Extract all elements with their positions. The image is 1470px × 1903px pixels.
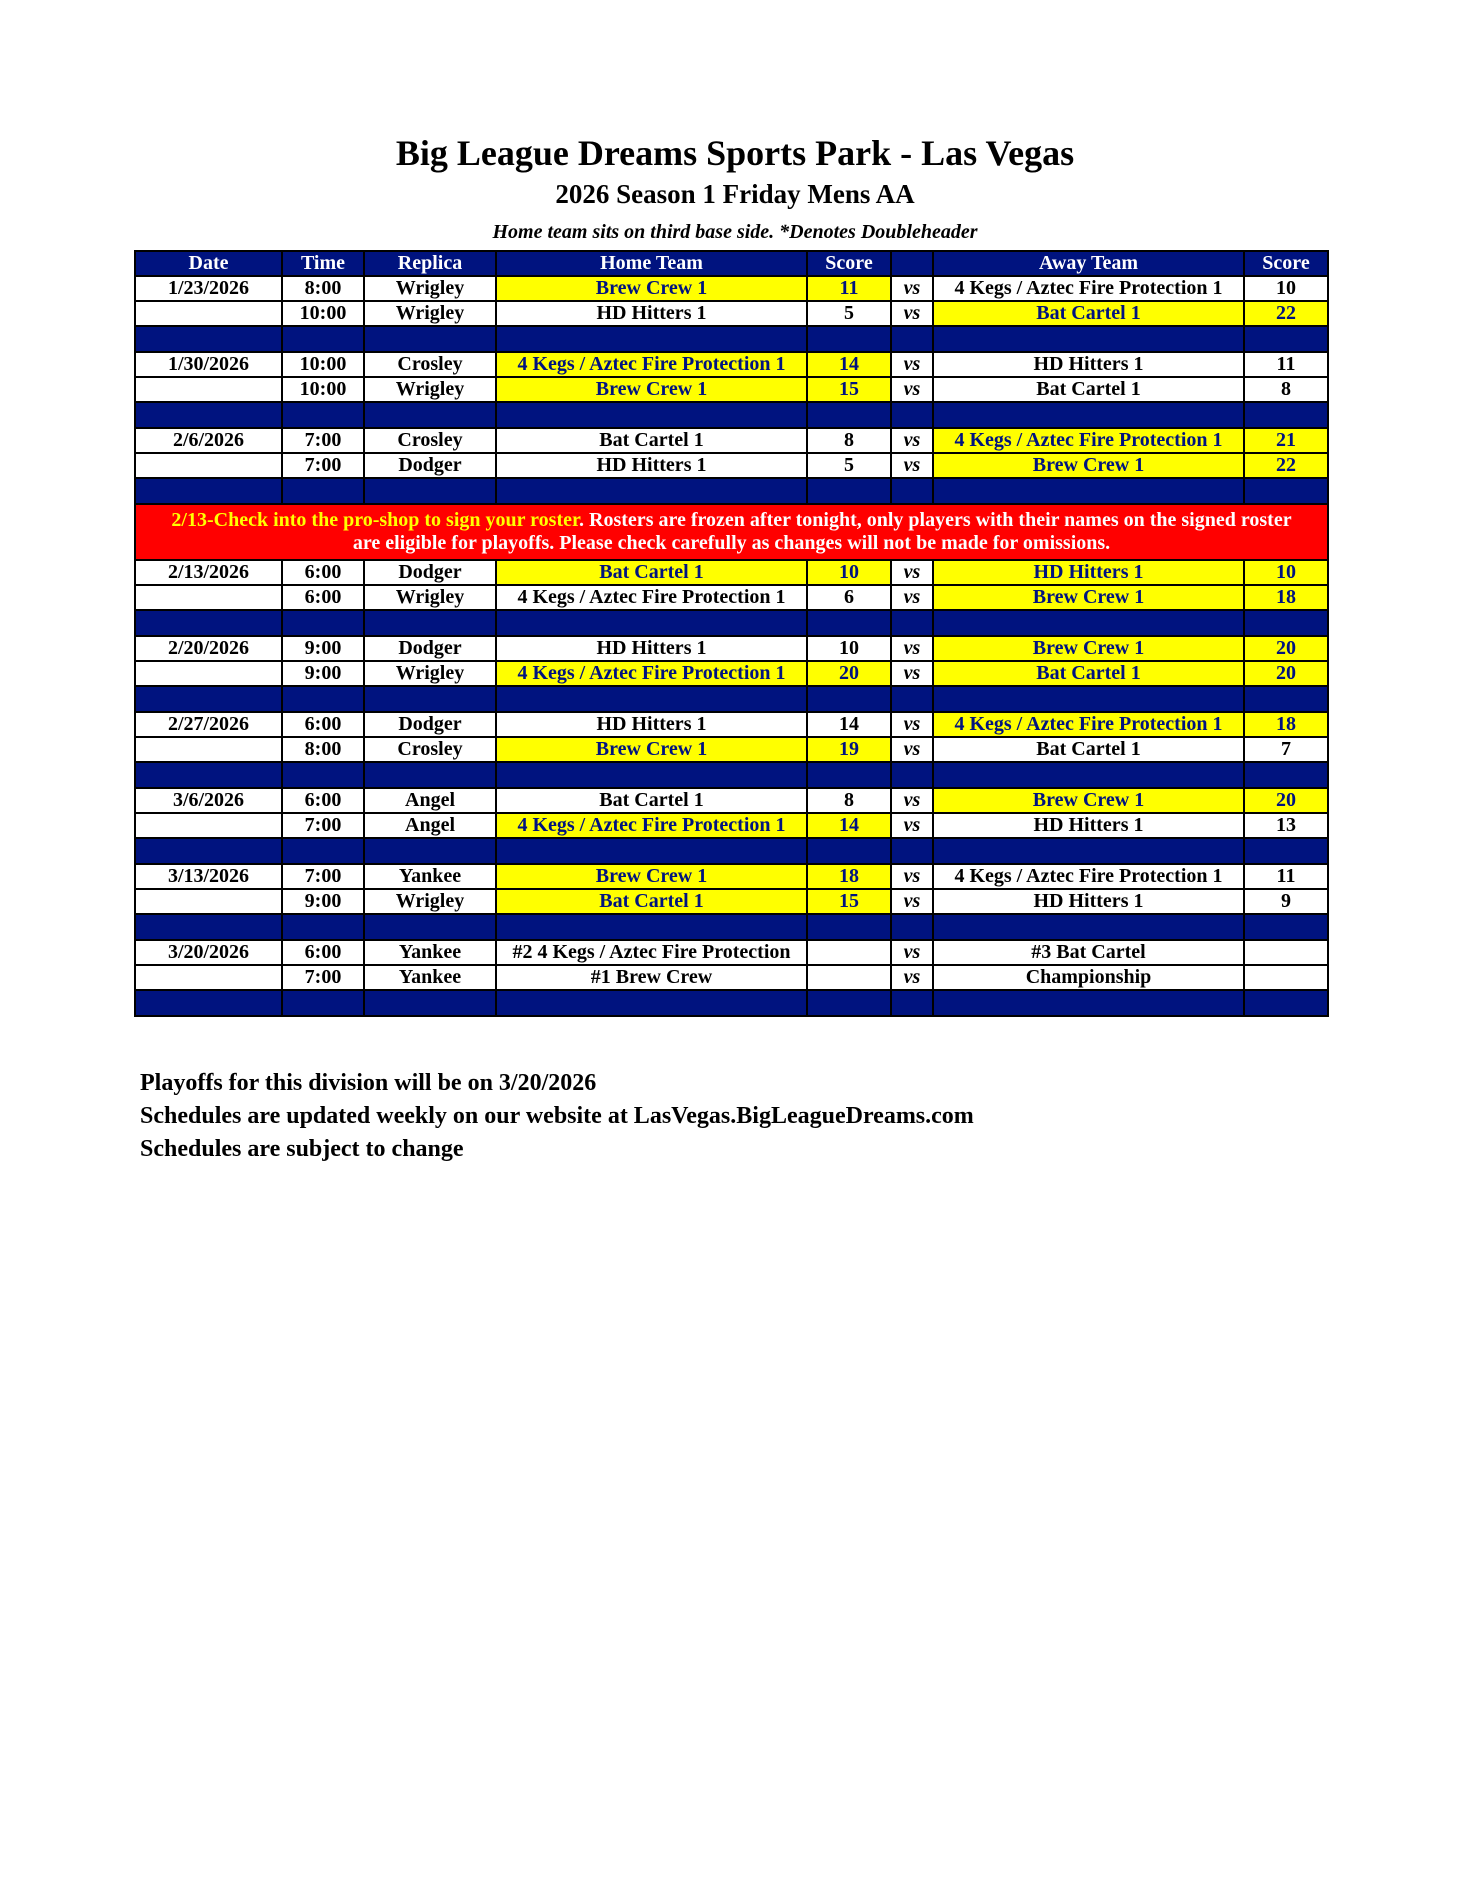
game-date: 2/13/2026 — [135, 560, 282, 585]
separator-cell — [807, 686, 891, 712]
game-date: 1/30/2026 — [135, 352, 282, 377]
separator-cell — [282, 478, 364, 504]
vs-label: vs — [891, 276, 933, 301]
game-row — [135, 377, 1328, 402]
away-score: 7 — [1244, 737, 1328, 762]
away-score: 20 — [1244, 788, 1328, 813]
away-team: 4 Kegs / Aztec Fire Protection 1 — [933, 276, 1244, 301]
game-row — [135, 661, 1328, 686]
col-header-home-score: Score — [807, 251, 891, 276]
away-score: 18 — [1244, 585, 1328, 610]
away-team: 4 Kegs / Aztec Fire Protection 1 — [933, 864, 1244, 889]
game-time: 6:00 — [282, 788, 364, 813]
separator-cell — [364, 838, 496, 864]
away-team: Championship — [933, 965, 1244, 990]
col-header-date: Date — [135, 251, 282, 276]
home-score: 19 — [807, 737, 891, 762]
separator-cell — [282, 610, 364, 636]
separator-cell — [933, 838, 1244, 864]
game-row — [135, 560, 1328, 585]
game-row — [135, 737, 1328, 762]
separator-cell — [891, 686, 933, 712]
away-team: Bat Cartel 1 — [933, 377, 1244, 402]
home-team: 4 Kegs / Aztec Fire Protection 1 — [496, 813, 807, 838]
game-time: 7:00 — [282, 965, 364, 990]
game-replica: Crosley — [364, 737, 496, 762]
away-team: Brew Crew 1 — [933, 788, 1244, 813]
separator-cell — [282, 402, 364, 428]
separator-cell — [282, 686, 364, 712]
away-score — [1244, 965, 1328, 990]
vs-label: vs — [891, 965, 933, 990]
vs-label: vs — [891, 737, 933, 762]
separator-cell — [807, 990, 891, 1016]
separator-cell — [1244, 990, 1328, 1016]
home-team: Bat Cartel 1 — [496, 788, 807, 813]
home-team: Brew Crew 1 — [496, 377, 807, 402]
game-replica: Wrigley — [364, 585, 496, 610]
separator-cell — [282, 914, 364, 940]
game-replica: Yankee — [364, 940, 496, 965]
game-replica: Crosley — [364, 428, 496, 453]
table-header-row — [135, 251, 1328, 276]
home-team: Bat Cartel 1 — [496, 560, 807, 585]
home-team: 4 Kegs / Aztec Fire Protection 1 — [496, 661, 807, 686]
game-row — [135, 940, 1328, 965]
game-row — [135, 864, 1328, 889]
game-replica: Wrigley — [364, 661, 496, 686]
vs-label: vs — [891, 352, 933, 377]
home-score: 5 — [807, 301, 891, 326]
game-replica: Wrigley — [364, 377, 496, 402]
away-team: Brew Crew 1 — [933, 636, 1244, 661]
home-team: HD Hitters 1 — [496, 636, 807, 661]
away-score: 20 — [1244, 636, 1328, 661]
vs-label: vs — [891, 661, 933, 686]
game-time: 9:00 — [282, 661, 364, 686]
game-replica: Dodger — [364, 636, 496, 661]
home-score: 5 — [807, 453, 891, 478]
game-time: 6:00 — [282, 585, 364, 610]
schedule-note: Home team sits on third base side. *Denotes Doubleheader — [492, 221, 978, 243]
page-subtitle: 2026 Season 1 Friday Mens AA — [555, 179, 915, 209]
footer-playoffs: Playoffs for this division will be on 3/20/2026 — [140, 1070, 597, 1096]
separator-cell — [891, 478, 933, 504]
away-score: 8 — [1244, 377, 1328, 402]
separator-row — [135, 610, 1328, 636]
separator-cell — [1244, 326, 1328, 352]
game-row — [135, 636, 1328, 661]
away-team: HD Hitters 1 — [933, 352, 1244, 377]
game-time: 8:00 — [282, 737, 364, 762]
game-row — [135, 301, 1328, 326]
separator-cell — [807, 762, 891, 788]
game-replica: Yankee — [364, 864, 496, 889]
col-header-away-team: Away Team — [933, 251, 1244, 276]
game-date — [135, 377, 282, 402]
separator-cell — [891, 762, 933, 788]
page-title: Big League Dreams Sports Park - Las Vegas — [395, 133, 1075, 173]
game-date — [135, 661, 282, 686]
separator-row — [135, 402, 1328, 428]
game-date: 2/6/2026 — [135, 428, 282, 453]
separator-cell — [933, 402, 1244, 428]
separator-cell — [1244, 914, 1328, 940]
separator-cell — [135, 914, 282, 940]
home-team: HD Hitters 1 — [496, 712, 807, 737]
separator-cell — [282, 326, 364, 352]
separator-cell — [933, 990, 1244, 1016]
away-score: 21 — [1244, 428, 1328, 453]
game-row — [135, 965, 1328, 990]
vs-label: vs — [891, 377, 933, 402]
separator-cell — [364, 326, 496, 352]
game-replica: Wrigley — [364, 301, 496, 326]
col-header-replica: Replica — [364, 251, 496, 276]
vs-label: vs — [891, 788, 933, 813]
game-date — [135, 889, 282, 914]
separator-cell — [807, 326, 891, 352]
game-replica: Dodger — [364, 560, 496, 585]
game-date: 3/6/2026 — [135, 788, 282, 813]
game-replica: Wrigley — [364, 889, 496, 914]
separator-cell — [933, 478, 1244, 504]
game-time: 7:00 — [282, 864, 364, 889]
vs-label: vs — [891, 864, 933, 889]
vs-label: vs — [891, 940, 933, 965]
game-date — [135, 737, 282, 762]
separator-cell — [496, 478, 807, 504]
vs-label: vs — [891, 560, 933, 585]
home-score: 20 — [807, 661, 891, 686]
game-row — [135, 352, 1328, 377]
game-replica: Angel — [364, 788, 496, 813]
roster-notice-highlight: 2/13-Check into the pro-shop to sign your roster — [171, 509, 580, 531]
away-team: Brew Crew 1 — [933, 453, 1244, 478]
game-row — [135, 276, 1328, 301]
game-time: 8:00 — [282, 276, 364, 301]
roster-notice-text: . Rosters are frozen after tonight, only players with their names on the signed roster are eligible for playoffs. Please check carefully as changes will not be made for omissions. — [352, 509, 1292, 554]
separator-cell — [496, 914, 807, 940]
separator-cell — [364, 762, 496, 788]
game-time: 7:00 — [282, 428, 364, 453]
away-score: 18 — [1244, 712, 1328, 737]
separator-cell — [135, 990, 282, 1016]
game-date: 2/20/2026 — [135, 636, 282, 661]
game-date: 1/23/2026 — [135, 276, 282, 301]
game-date — [135, 453, 282, 478]
home-team: 4 Kegs / Aztec Fire Protection 1 — [496, 352, 807, 377]
vs-label: vs — [891, 636, 933, 661]
separator-cell — [135, 402, 282, 428]
col-header-time: Time — [282, 251, 364, 276]
separator-cell — [1244, 610, 1328, 636]
vs-label: vs — [891, 301, 933, 326]
game-time: 6:00 — [282, 712, 364, 737]
separator-cell — [135, 838, 282, 864]
separator-row — [135, 478, 1328, 504]
vs-label: vs — [891, 428, 933, 453]
away-score: 9 — [1244, 889, 1328, 914]
home-score: 14 — [807, 352, 891, 377]
separator-cell — [496, 686, 807, 712]
away-score: 13 — [1244, 813, 1328, 838]
game-replica: Dodger — [364, 712, 496, 737]
home-score: 6 — [807, 585, 891, 610]
away-team: Bat Cartel 1 — [933, 301, 1244, 326]
separator-cell — [1244, 478, 1328, 504]
separator-cell — [135, 686, 282, 712]
away-score: 11 — [1244, 864, 1328, 889]
away-score: 11 — [1244, 352, 1328, 377]
separator-cell — [496, 990, 807, 1016]
separator-cell — [496, 326, 807, 352]
separator-cell — [364, 914, 496, 940]
game-time: 10:00 — [282, 301, 364, 326]
separator-cell — [364, 686, 496, 712]
away-team: 4 Kegs / Aztec Fire Protection 1 — [933, 712, 1244, 737]
game-date — [135, 965, 282, 990]
separator-cell — [135, 762, 282, 788]
game-replica: Angel — [364, 813, 496, 838]
separator-cell — [891, 990, 933, 1016]
game-replica: Crosley — [364, 352, 496, 377]
separator-row — [135, 686, 1328, 712]
separator-cell — [1244, 838, 1328, 864]
away-score — [1244, 940, 1328, 965]
away-team: Bat Cartel 1 — [933, 661, 1244, 686]
schedule-table — [134, 250, 1329, 1017]
separator-cell — [807, 610, 891, 636]
separator-row — [135, 990, 1328, 1016]
game-date — [135, 813, 282, 838]
vs-label: vs — [891, 585, 933, 610]
game-date: 2/27/2026 — [135, 712, 282, 737]
home-score: 14 — [807, 712, 891, 737]
separator-cell — [933, 914, 1244, 940]
home-score: 15 — [807, 377, 891, 402]
home-score: 10 — [807, 636, 891, 661]
home-team: 4 Kegs / Aztec Fire Protection 1 — [496, 585, 807, 610]
away-score: 10 — [1244, 560, 1328, 585]
away-team: HD Hitters 1 — [933, 813, 1244, 838]
game-replica: Yankee — [364, 965, 496, 990]
away-team: HD Hitters 1 — [933, 560, 1244, 585]
away-score: 22 — [1244, 301, 1328, 326]
separator-row — [135, 914, 1328, 940]
separator-cell — [364, 990, 496, 1016]
col-header-home-team: Home Team — [496, 251, 807, 276]
footer-website: Schedules are updated weekly on our website at LasVegas.BigLeagueDreams.com — [140, 1103, 974, 1129]
home-score — [807, 940, 891, 965]
home-score: 8 — [807, 428, 891, 453]
separator-row — [135, 326, 1328, 352]
separator-cell — [496, 610, 807, 636]
away-score: 10 — [1244, 276, 1328, 301]
game-row — [135, 453, 1328, 478]
home-score: 14 — [807, 813, 891, 838]
vs-label: vs — [891, 453, 933, 478]
separator-cell — [933, 610, 1244, 636]
game-time: 6:00 — [282, 560, 364, 585]
game-time: 6:00 — [282, 940, 364, 965]
home-score: 18 — [807, 864, 891, 889]
home-score — [807, 965, 891, 990]
separator-cell — [364, 478, 496, 504]
away-team: Brew Crew 1 — [933, 585, 1244, 610]
game-row — [135, 889, 1328, 914]
home-team: HD Hitters 1 — [496, 301, 807, 326]
separator-cell — [891, 914, 933, 940]
separator-cell — [933, 686, 1244, 712]
home-team: Brew Crew 1 — [496, 276, 807, 301]
footer-disclaimer: Schedules are subject to change — [140, 1136, 464, 1162]
home-team: #1 Brew Crew — [496, 965, 807, 990]
game-row — [135, 712, 1328, 737]
away-team: 4 Kegs / Aztec Fire Protection 1 — [933, 428, 1244, 453]
game-time: 7:00 — [282, 453, 364, 478]
home-team: HD Hitters 1 — [496, 453, 807, 478]
separator-cell — [807, 402, 891, 428]
game-row — [135, 813, 1328, 838]
separator-cell — [282, 990, 364, 1016]
col-header-away-score: Score — [1244, 251, 1328, 276]
home-score: 11 — [807, 276, 891, 301]
game-row — [135, 585, 1328, 610]
away-score: 20 — [1244, 661, 1328, 686]
home-team: Brew Crew 1 — [496, 864, 807, 889]
away-team: #3 Bat Cartel — [933, 940, 1244, 965]
game-time: 9:00 — [282, 889, 364, 914]
separator-cell — [496, 402, 807, 428]
game-date: 3/20/2026 — [135, 940, 282, 965]
home-score: 10 — [807, 560, 891, 585]
home-team: Brew Crew 1 — [496, 737, 807, 762]
separator-cell — [891, 326, 933, 352]
separator-cell — [933, 326, 1244, 352]
game-row — [135, 428, 1328, 453]
away-team: Bat Cartel 1 — [933, 737, 1244, 762]
separator-cell — [1244, 686, 1328, 712]
separator-cell — [1244, 762, 1328, 788]
separator-cell — [364, 402, 496, 428]
separator-cell — [891, 610, 933, 636]
away-team: HD Hitters 1 — [933, 889, 1244, 914]
home-score: 8 — [807, 788, 891, 813]
separator-cell — [135, 326, 282, 352]
game-time: 9:00 — [282, 636, 364, 661]
game-row — [135, 788, 1328, 813]
vs-label: vs — [891, 889, 933, 914]
vs-label: vs — [891, 712, 933, 737]
game-time: 10:00 — [282, 377, 364, 402]
separator-cell — [496, 838, 807, 864]
home-team: #2 4 Kegs / Aztec Fire Protection — [496, 940, 807, 965]
game-replica: Wrigley — [364, 276, 496, 301]
vs-label: vs — [891, 813, 933, 838]
home-team: Bat Cartel 1 — [496, 428, 807, 453]
home-score: 15 — [807, 889, 891, 914]
game-time: 10:00 — [282, 352, 364, 377]
separator-cell — [807, 478, 891, 504]
separator-cell — [807, 838, 891, 864]
separator-cell — [496, 762, 807, 788]
game-date: 3/13/2026 — [135, 864, 282, 889]
roster-notice-row — [135, 504, 1328, 560]
roster-notice — [135, 504, 1328, 560]
home-team: Bat Cartel 1 — [496, 889, 807, 914]
separator-cell — [135, 610, 282, 636]
separator-cell — [933, 762, 1244, 788]
game-date — [135, 301, 282, 326]
separator-row — [135, 838, 1328, 864]
separator-row — [135, 762, 1328, 788]
game-replica: Dodger — [364, 453, 496, 478]
separator-cell — [282, 838, 364, 864]
game-time: 7:00 — [282, 813, 364, 838]
separator-cell — [364, 610, 496, 636]
game-date — [135, 585, 282, 610]
separator-cell — [807, 914, 891, 940]
away-score: 22 — [1244, 453, 1328, 478]
separator-cell — [1244, 402, 1328, 428]
separator-cell — [891, 838, 933, 864]
col-header-vs — [891, 251, 933, 276]
separator-cell — [891, 402, 933, 428]
separator-cell — [282, 762, 364, 788]
separator-cell — [135, 478, 282, 504]
